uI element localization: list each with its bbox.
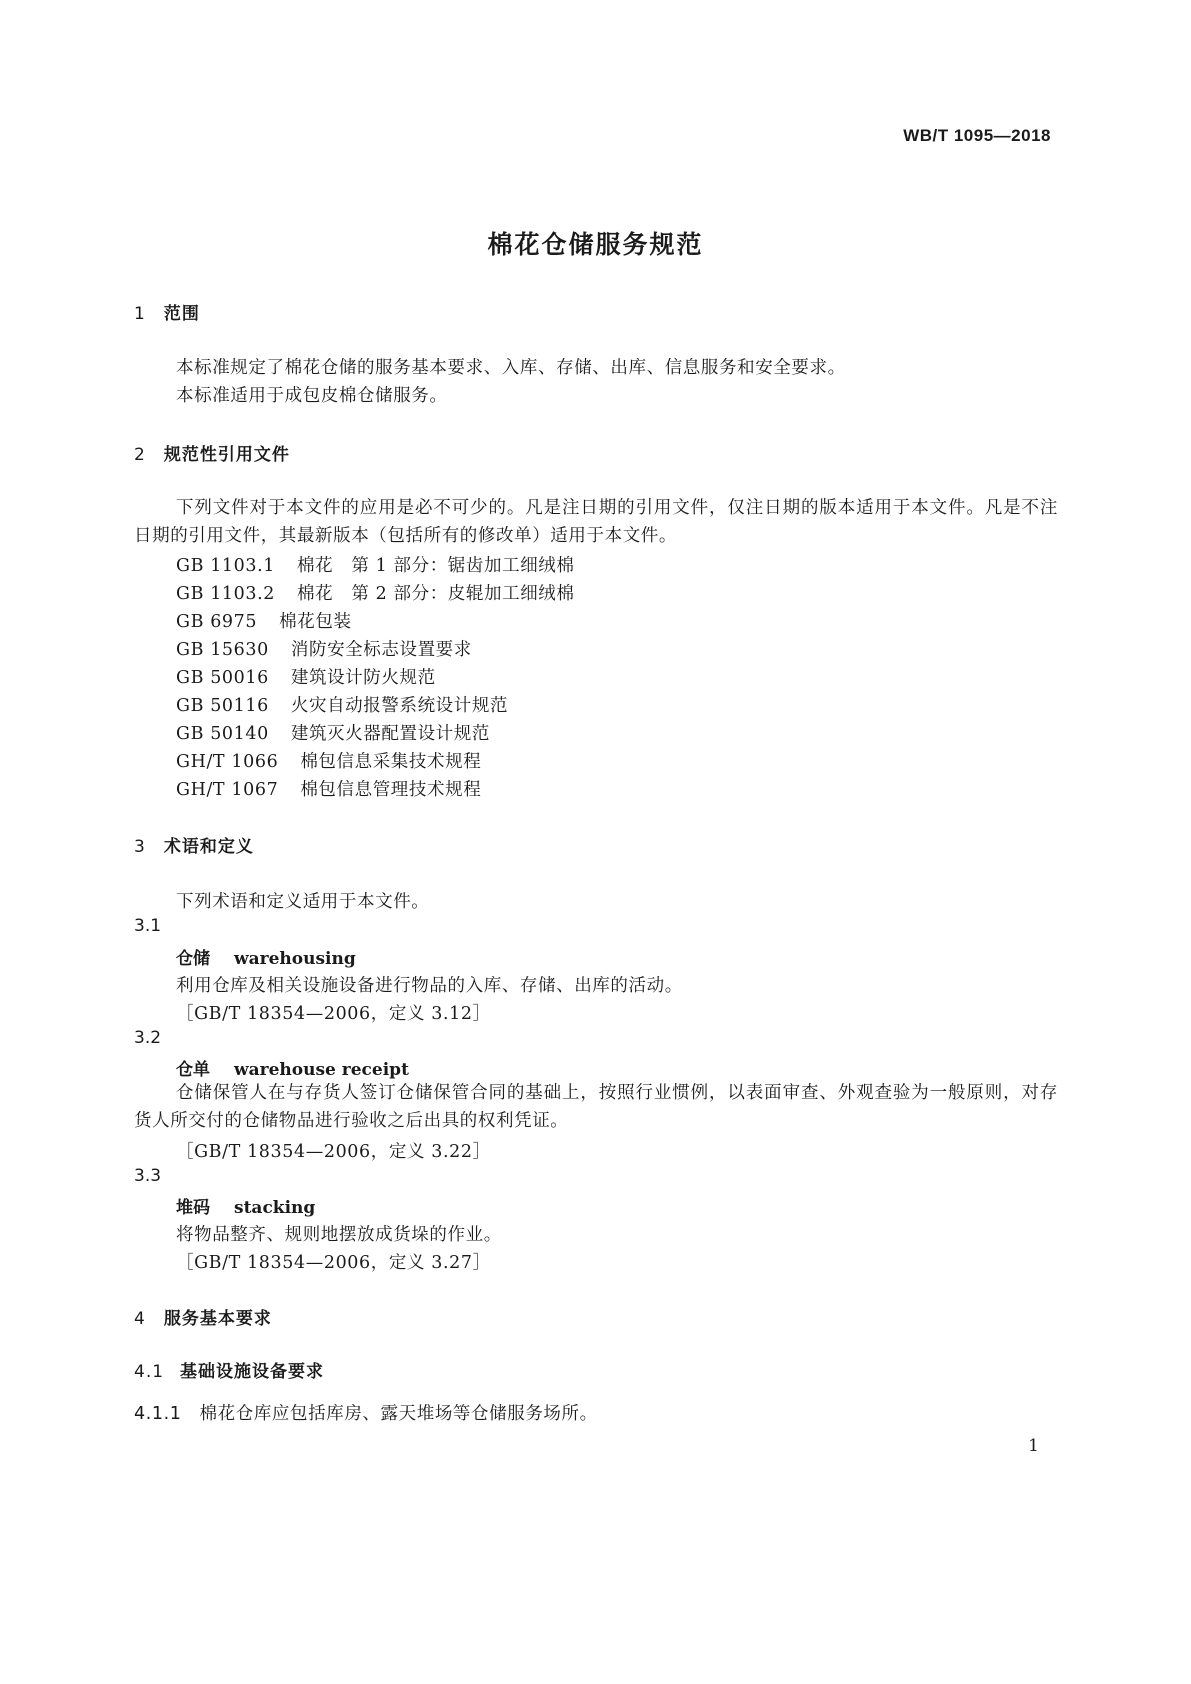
section-2-heading [134,440,290,465]
term-definition: 利用仓库及相关设施设备进行物品的入库、存储、出库的活动。 [176,976,683,996]
reference-title: 建筑灭火器配置设计规范 [290,724,490,744]
reference-title: 火灾自动报警系统设计规范 [290,696,509,716]
clause-text: 棉花仓库应包括库房、露天堆场等仓储服务场所。 [199,1404,598,1424]
scope-paragraph-2: 本标准适用于成包皮棉仓储服务。 [176,386,448,406]
section-number: 2 [134,445,146,465]
normative-intro-paragraph: 下列文件对于本文件的应用是必不可少的。凡是注日期的引用文件，仅注日期的版本适用于本文件。凡是不注日期的引用文件，其最新版本（包括所有的修改单）适用于本文件。 [134,498,1058,546]
section-4-heading [134,1304,272,1329]
terms-intro: 下列术语和定义适用于本文件。 [176,892,430,912]
section-title: 规范性引用文件 [163,445,290,465]
term-heading [176,1055,409,1080]
section-title: 服务基本要求 [163,1309,272,1329]
term-zh: 仓单 [176,1060,210,1080]
term-heading [176,1193,315,1218]
reference-item [176,580,575,605]
term-en: warehouse receipt [234,1060,409,1080]
reference-code: GB 50116 [176,696,269,716]
reference-item [176,748,481,773]
reference-item [176,776,481,801]
section-3-heading [134,832,254,857]
reference-code: GB 6975 [176,612,258,632]
subsection-number: 4.1 [134,1362,165,1382]
reference-item [176,608,352,633]
term-number: 3.2 [134,1028,162,1048]
reference-code: GB 15630 [176,640,269,660]
reference-item [176,664,436,689]
term-en: warehousing [234,949,356,969]
reference-title: 棉包信息管理技术规程 [300,780,482,800]
section-number: 1 [134,304,146,324]
reference-code: GB 50016 [176,668,269,688]
section-number: 4 [134,1309,146,1329]
reference-title: 棉花 第 1 部分：锯齿加工细绒棉 [297,556,575,576]
document-title: 棉花仓储服务规范 [487,230,704,259]
term-definition: 仓储保管人在与存货人签订仓储保管合同的基础上，按照行业惯例，以表面审查、外观查验为一般原则，对存货人所交付的仓储物品进行验收之后出具的权利凭证。 [134,1083,1058,1131]
term-source: ［GB/T 18354—2006，定义 3.27］ [176,1253,491,1273]
term-number: 3.3 [134,1166,162,1186]
page-number: 1 [1028,1436,1039,1456]
section-title: 范围 [163,304,200,324]
term-number: 3.1 [134,916,162,936]
reference-code: GH/T 1067 [176,780,279,800]
section-title: 术语和定义 [163,837,254,857]
subsection-title: 基础设施设备要求 [180,1362,325,1382]
term-zh: 堆码 [176,1198,210,1218]
reference-title: 消防安全标志设置要求 [290,640,472,660]
scope-paragraph-1: 本标准规定了棉花仓储的服务基本要求、入库、存储、出库、信息服务和安全要求。 [176,358,846,378]
term-definition: 将物品整齐、规则地摆放成货垛的作业。 [176,1225,502,1245]
reference-item [176,636,472,661]
subsection-4-1-heading [134,1357,324,1382]
reference-item [176,552,575,577]
clause-number: 4.1.1 [134,1404,182,1424]
term-en: stacking [234,1198,316,1218]
reference-code: GH/T 1066 [176,752,279,772]
term-source: ［GB/T 18354—2006，定义 3.22］ [176,1142,491,1162]
term-zh: 仓储 [176,949,210,969]
reference-code: GB 1103.1 [176,556,276,576]
standard-code: WB/T 1095—2018 [903,126,1051,145]
reference-title: 建筑设计防火规范 [290,668,436,688]
reference-item [176,692,508,717]
clause-4-1-1 [134,1400,598,1425]
reference-item [176,720,490,745]
reference-title: 棉包信息采集技术规程 [300,752,482,772]
reference-title: 棉花包装 [279,612,352,632]
term-source: ［GB/T 18354—2006，定义 3.12］ [176,1004,491,1024]
reference-code: GB 1103.2 [176,584,276,604]
term-heading [176,944,356,969]
section-number: 3 [134,837,146,857]
reference-title: 棉花 第 2 部分：皮辊加工细绒棉 [297,584,575,604]
reference-code: GB 50140 [176,724,269,744]
section-1-heading [134,299,200,324]
